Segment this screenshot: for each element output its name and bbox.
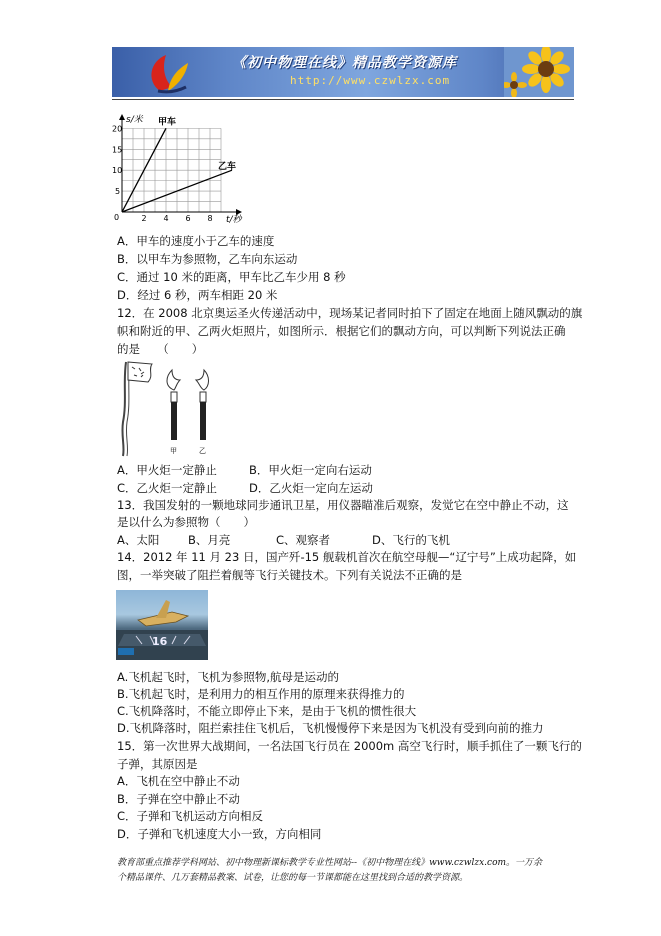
torch-a-icon (167, 370, 180, 440)
q12-stem-2: 帜和附近的甲、乙两火炬照片，如图所示．根据它们的飘动方向，可以判断下列说法正确 (117, 324, 566, 338)
logo-leaf-icon (142, 51, 192, 95)
q15-option-b: B．子弹在空中静止不动 (117, 792, 240, 806)
deck-number: 16 (152, 635, 168, 648)
header-divider (112, 99, 574, 100)
q14-option-b: B.飞机起飞时，是利用力的相互作用的原理来获得推力的 (117, 687, 405, 701)
sunflower-icon (504, 47, 574, 97)
y-tick-label: 10 (112, 166, 123, 176)
y-tick-label: 15 (112, 145, 123, 155)
flag-torch-figure (114, 358, 224, 458)
q13-option-a: A、太阳 (117, 533, 160, 547)
q12-option-c: C．乙火炬一定静止 (117, 481, 218, 495)
q14-stem-2: 图，一举突破了阻拦着舰等飞行关键技术。下列有关说法不正确的是 (117, 568, 462, 582)
q13-option-c: C、观察者 (276, 533, 331, 547)
series-label-1: 甲车 (158, 117, 177, 128)
q11-option-a: A．甲车的速度小于乙车的速度 (117, 234, 275, 248)
footer-line-2: 个精品课件、几万套精品教案、试卷，让您的每一节课都能在这里找到合适的教学资源。 (117, 873, 469, 883)
x-tick-label: 8 (207, 214, 213, 223)
q12-option-b: B．甲火炬一定向右运动 (249, 463, 372, 477)
header-title: 《初中物理在线》精品教学资源库 (232, 55, 457, 71)
q15-option-a: A．飞机在空中静止不动 (117, 774, 240, 788)
y-tick-label: 20 (112, 124, 123, 134)
chart-ticks (112, 124, 213, 223)
q14-stem-1: 14．2012 年 11 月 23 日，国产歼-15 舰载机首次在航空母舰—“辽宁号”上成功起降，如 (117, 550, 577, 564)
q15-stem-2: 子弹，其原因是 (117, 757, 198, 771)
q13-option-b: B、月亮 (188, 533, 231, 547)
q12-option-a: A．甲火炬一定静止 (117, 463, 217, 477)
flag-icon (122, 362, 152, 456)
y-tick-label: 5 (115, 187, 121, 197)
x-tick-label: 2 (141, 214, 147, 223)
torch-a-label: 甲 (170, 447, 177, 455)
q13-stem-1: 13．我国发射的一颗地球同步通讯卫星，用仪器瞄准后观察，发觉它在空中静止不动，这 (117, 498, 569, 512)
header-url[interactable]: http://www.czwlzx.com (290, 74, 451, 87)
x-axis-label: t/秒 (226, 215, 242, 224)
torch-b-icon (196, 370, 209, 440)
distance-time-chart (112, 112, 252, 224)
q13-option-d: D、飞行的飞机 (372, 533, 450, 547)
q14-option-a: A.飞机起飞时，飞机为参照物,航母是运动的 (117, 670, 339, 684)
x-tick-label: 4 (163, 214, 169, 223)
header-banner (112, 47, 574, 97)
q12-stem-3: 的是 （ ） (117, 342, 204, 356)
q14-option-d: D.飞机降落时，阻拦索挂住飞机后，飞机慢慢停下来是因为飞机没有受到向前的推力 (117, 721, 544, 735)
q11-option-c: C．通过 10 米的距离，甲车比乙车少用 8 秒 (117, 270, 346, 284)
torch-b-label: 乙 (199, 447, 206, 455)
q12-option-d: D．乙火炬一定向左运动 (249, 481, 373, 495)
footer-line-1: 教育部重点推荐学科网站、初中物理新课标教学专业性网站--《初中物理在线》www.czwlzx.com。一万余 (117, 858, 543, 868)
q14-option-c: C.飞机降落时，不能立即停止下来，是由于飞机的惯性很大 (117, 704, 417, 718)
origin-label: 0 (114, 213, 120, 222)
carrier-jet-photo (116, 590, 208, 660)
chart-series (122, 115, 236, 212)
page-footer (117, 856, 579, 886)
q13-stem-2: 是以什么为参照物（ ） (117, 515, 255, 529)
q12-stem-1: 12．在 2008 北京奥运圣火传递活动中，现场某记者同时拍下了固定在地面上随风飘动的旗 (117, 306, 583, 320)
q15-option-c: C．子弹和飞机运动方向相反 (117, 809, 264, 823)
y-axis-label: s/米 (126, 115, 143, 125)
x-tick-label: 6 (185, 214, 191, 223)
q15-option-d: D．子弹和飞机速度大小一致，方向相同 (117, 827, 322, 841)
chart-grid (122, 128, 221, 212)
q15-stem-1: 15．第一次世界大战期间，一名法国飞行员在 2000m 高空飞行时，顺手抓住了一颗飞行的 (117, 739, 582, 753)
q11-option-b: B．以甲车为参照物，乙车向东运动 (117, 252, 298, 266)
jet-icon (116, 590, 208, 660)
series-label-2: 乙车 (218, 162, 237, 173)
q11-option-d: D．经过 6 秒，两车相距 20 米 (117, 288, 278, 302)
